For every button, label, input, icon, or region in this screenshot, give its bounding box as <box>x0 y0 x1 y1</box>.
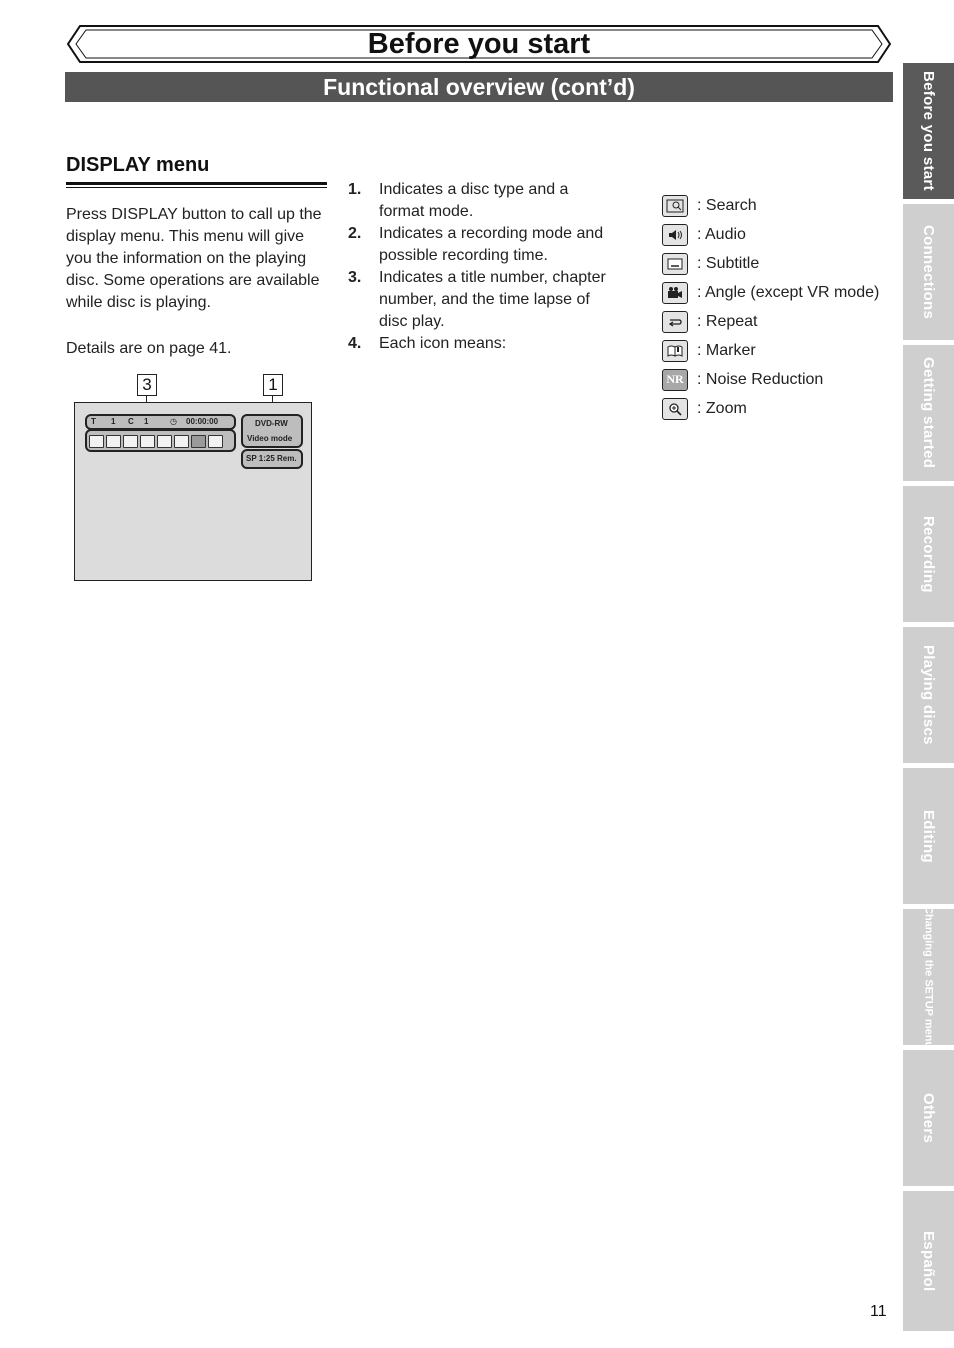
osd-title-label: T <box>91 417 96 426</box>
section-heading: DISPLAY menu <box>66 154 210 176</box>
osd-recording-info <box>241 449 303 469</box>
marker-icon <box>662 340 688 362</box>
tab-espanol[interactable] <box>903 1191 954 1331</box>
intro-paragraph: Press DISPLAY button to call up the display menu. This menu will give you the information on the playing disc. Some operations are available while disc is playing. <box>66 206 322 311</box>
list-item-text: Each icon means: <box>379 335 507 352</box>
tab-label: Connections <box>920 224 937 320</box>
osd-subtitle-icon <box>123 435 138 448</box>
legend-item-subtitle <box>662 249 897 278</box>
osd-disc-type: DVD-RW <box>255 419 288 428</box>
osd-time: 00:00:00 <box>186 417 219 426</box>
tab-recording[interactable] <box>903 486 954 622</box>
list-item-number: 1. <box>348 181 362 198</box>
noise-reduction-glyph: NR <box>666 372 684 386</box>
legend-item-repeat <box>662 307 897 336</box>
callout-1: 1 <box>263 374 283 396</box>
legend-label: : Noise Reduction <box>697 370 824 388</box>
tab-label: Editing <box>920 809 937 863</box>
list-item <box>348 223 608 267</box>
heading-rule <box>66 182 327 185</box>
section-banner <box>65 72 893 102</box>
legend-item-noise-reduction <box>662 365 897 394</box>
tab-changing-the-setup-menu[interactable] <box>903 905 954 1049</box>
list-item-text: Indicates a recording mode and possible recording time. <box>379 225 604 264</box>
tab-label: Recording <box>920 515 937 593</box>
page-title: Before you start <box>367 28 591 60</box>
legend-item-angle <box>662 278 897 307</box>
list-item-number: 3. <box>348 269 362 286</box>
osd-disc-info <box>241 414 303 448</box>
osd-format-mode: Video mode <box>247 434 293 443</box>
osd-chapter-number: 1 <box>144 417 149 426</box>
osd-title-number: 1 <box>111 417 116 426</box>
audio-icon <box>662 224 688 246</box>
legend-label: : Zoom <box>697 399 747 417</box>
osd-search-icon <box>89 435 104 448</box>
search-icon <box>662 195 688 217</box>
tab-label: Before you start <box>920 71 937 191</box>
tab-others[interactable] <box>903 1050 954 1186</box>
list-item-text: Indicates a disc type and a format mode. <box>379 181 569 220</box>
numbered-list <box>348 179 608 355</box>
legend-item-marker <box>662 336 897 365</box>
osd-noise-reduction-icon <box>191 435 206 448</box>
osd-audio-icon <box>106 435 121 448</box>
legend-label: : Angle (except VR mode) <box>697 283 880 301</box>
tab-label: Playing discs <box>920 645 937 745</box>
heading-rule-thin <box>66 187 327 188</box>
tab-before-you-start[interactable] <box>903 63 954 199</box>
icon-legend <box>662 191 897 423</box>
tab-label: Español <box>920 1230 937 1292</box>
legend-label: : Repeat <box>697 312 758 330</box>
noise-reduction-icon <box>662 369 688 391</box>
tab-label: Getting started <box>920 357 937 469</box>
legend-item-audio <box>662 220 897 249</box>
list-item <box>348 267 608 333</box>
osd-icon-bar <box>85 429 236 452</box>
display-menu-diagram <box>60 370 320 585</box>
osd-angle-icon <box>140 435 155 448</box>
list-item <box>348 333 608 355</box>
zoom-icon <box>662 398 688 420</box>
repeat-icon <box>662 311 688 333</box>
tab-playing-discs[interactable] <box>903 627 954 763</box>
angle-icon <box>662 282 688 304</box>
page-number: 11 <box>870 1303 887 1320</box>
osd-zoom-icon <box>208 435 223 448</box>
tab-label: Changing the SETUP menu <box>922 905 935 1049</box>
osd-chapter-label: C <box>128 417 134 426</box>
subtitle-icon <box>662 253 688 275</box>
tab-connections[interactable] <box>903 204 954 340</box>
osd-screen <box>74 402 312 581</box>
tab-getting-started[interactable] <box>903 345 954 481</box>
legend-label: : Subtitle <box>697 254 760 272</box>
tab-editing[interactable] <box>903 768 954 904</box>
page-title-banner <box>66 24 892 64</box>
osd-marker-icon <box>174 435 189 448</box>
section-banner-title: Functional overview (cont’d) <box>323 74 635 100</box>
osd-recording-time: SP 1:25 Rem. <box>246 454 297 463</box>
osd-status-bar <box>85 414 236 430</box>
legend-label: : Marker <box>697 341 756 359</box>
clock-icon: ◷ <box>170 417 177 426</box>
osd-repeat-icon <box>157 435 172 448</box>
list-item <box>348 179 608 223</box>
legend-label: : Search <box>697 196 757 214</box>
list-item-number: 2. <box>348 225 362 242</box>
legend-label: : Audio <box>697 225 746 243</box>
list-item-text: Indicates a title number, chapter number, and the time lapse of disc play. <box>379 269 606 330</box>
details-paragraph: Details are on page 41. <box>66 340 232 357</box>
list-item-number: 4. <box>348 335 362 352</box>
legend-item-zoom <box>662 394 897 423</box>
callout-3: 3 <box>137 374 157 396</box>
tab-label: Others <box>920 1092 937 1144</box>
legend-item-search <box>662 191 897 220</box>
